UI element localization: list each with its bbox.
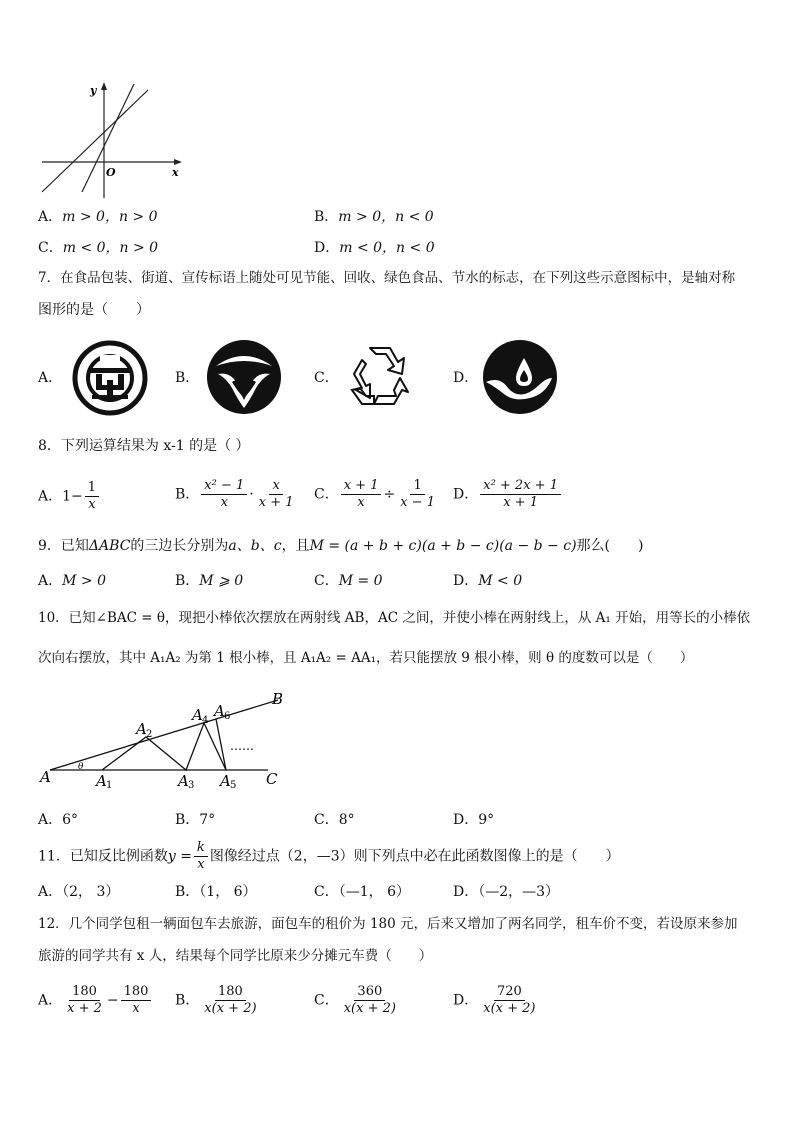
q12-stem-line1: 12．几个同学包租一辆面包车去旅游，面包车的租价为 180 元，后来又增加了两名同学，租车价不变，若设原来参加 — [38, 916, 738, 932]
water-saving-logo-icon — [480, 338, 560, 416]
q10-sub-6: 6 — [224, 711, 231, 722]
q8-option-d: D． $\frac{\text{x² + 2x + 1}}{x + 1}$ — [453, 478, 563, 511]
q11-option-a: A．（2， 3） — [38, 884, 120, 900]
q10-label-B: B — [272, 690, 284, 708]
q10-sticks-figure — [38, 688, 298, 788]
q11-stem: 11．已知反比例函数y = $\frac{k}{x}$ 图像经过点（2，—3）则下列点中必在此函数图像上的是（ ） — [38, 840, 620, 872]
q10-sub-3: 3 — [188, 780, 195, 788]
q10-option-d: D．9° — [453, 812, 495, 828]
q8-stem: 8．下列运算结果为 x-1 的是（ ） — [38, 438, 250, 454]
q8-option-b: B． $\frac{\text{x² − 1}}{x}$ · $\frac{x}{x + 1}$ — [175, 478, 294, 510]
q6-axis-y-label: y — [90, 84, 97, 97]
q8-option-c: C． $\frac{x + 1}{x}$ ÷ $\frac{1}{x - 1}$ — [314, 478, 435, 510]
q6-option-b: B．m > 0，n < 0 — [314, 209, 434, 225]
q12-option-b: B． $\frac{180}{x(x + 2)}$ — [175, 984, 257, 1016]
q6-option-a: A．m > 0，n > 0 — [38, 209, 158, 225]
q12-stem-line2: 旅游的同学共有 x 人，结果每个同学比原来少分摊元车费（ ） — [38, 948, 433, 964]
q10-sub-4: 4 — [202, 715, 209, 726]
q6-linear-graph — [38, 80, 188, 200]
q9-option-d: D．M < 0 — [453, 573, 523, 589]
q11-option-c: C．（—1， 6） — [314, 884, 410, 900]
q10-option-a: A．6° — [38, 812, 79, 828]
q9-option-b: B．M ⩾ 0 — [175, 573, 244, 589]
q6-option-c: C．m < 0，n > 0 — [38, 240, 159, 256]
q9-stem: 9．已知ΔABC的三边长分别为a、b、c，且M = (a + b + c)(a + b − c)(a − b − c)那么( ) — [38, 538, 644, 554]
q6-axis-x-label: x — [172, 166, 179, 179]
q9-option-a: A．M > 0 — [38, 573, 106, 589]
q6-option-d: D．m < 0，n < 0 — [314, 240, 435, 256]
q6-origin-label: O — [106, 166, 116, 179]
q10-dots: …… — [230, 739, 254, 753]
q10-option-c: C．8° — [314, 812, 355, 828]
q8-option-a: A．1− $\frac{1}{x}$ — [38, 480, 101, 513]
q10-label-C: C — [266, 770, 278, 788]
q12-option-c: C． $\frac{360}{x(x + 2)}$ — [314, 984, 396, 1016]
q10-label-A1: A — [96, 772, 107, 788]
q10-label-A3: A — [178, 772, 189, 788]
q10-label-A2: A — [136, 720, 147, 738]
q7-option-c-letter: C． — [314, 370, 339, 386]
q7-stem-line1: 7．在食品包装、街道、宣传标语上随处可见节能、回收、绿色食品、节水的标志，在下列这些示意图标中，是轴对称 — [38, 270, 736, 286]
q10-label-A5: A — [220, 772, 231, 788]
q10-sub-1: 1 — [106, 780, 113, 788]
q10-label-A6: A — [214, 702, 225, 720]
q7-option-d-letter: D． — [453, 370, 479, 386]
q10-label-A4: A — [192, 706, 203, 724]
q10-label-A: A — [40, 768, 51, 786]
q10-sub-2: 2 — [146, 729, 153, 740]
green-food-logo-icon — [204, 338, 284, 416]
q10-option-b: B．7° — [175, 812, 216, 828]
q7-option-a-letter: A． — [38, 370, 63, 386]
q11-option-d: D．（—2，—3） — [453, 884, 560, 900]
q11-option-b: B．（1， 6） — [175, 884, 257, 900]
q10-sub-5: 5 — [230, 780, 237, 788]
q7-stem-line2: 图形的是（ ） — [38, 302, 150, 318]
q10-stem-line1: 10．已知∠BAC = θ，现把小棒依次摆放在两射线 AB，AC 之间，并使小棒在两射线上，从 A₁ 开始，用等长的小棒依 — [38, 610, 751, 626]
q12-option-a: A． $\frac{180}{x + 2}$ − $\frac{180}{x}$ — [38, 984, 153, 1017]
recycle-logo-icon — [340, 338, 420, 416]
q10-stem-line2: 次向右摆放，其中 A₁A₂ 为第 1 根小棒，且 A₁A₂ = AA₁，若只能摆放 9 根小棒，则 θ 的度数可以是（ ） — [38, 650, 694, 666]
q9-option-c: C．M = 0 — [314, 573, 383, 589]
q10-theta-label: θ — [78, 762, 84, 772]
q7-option-b-letter: B． — [175, 370, 200, 386]
q12-option-d: D． $\frac{720}{x(x + 2)}$ — [453, 984, 536, 1016]
energy-saving-logo-icon — [70, 340, 150, 416]
